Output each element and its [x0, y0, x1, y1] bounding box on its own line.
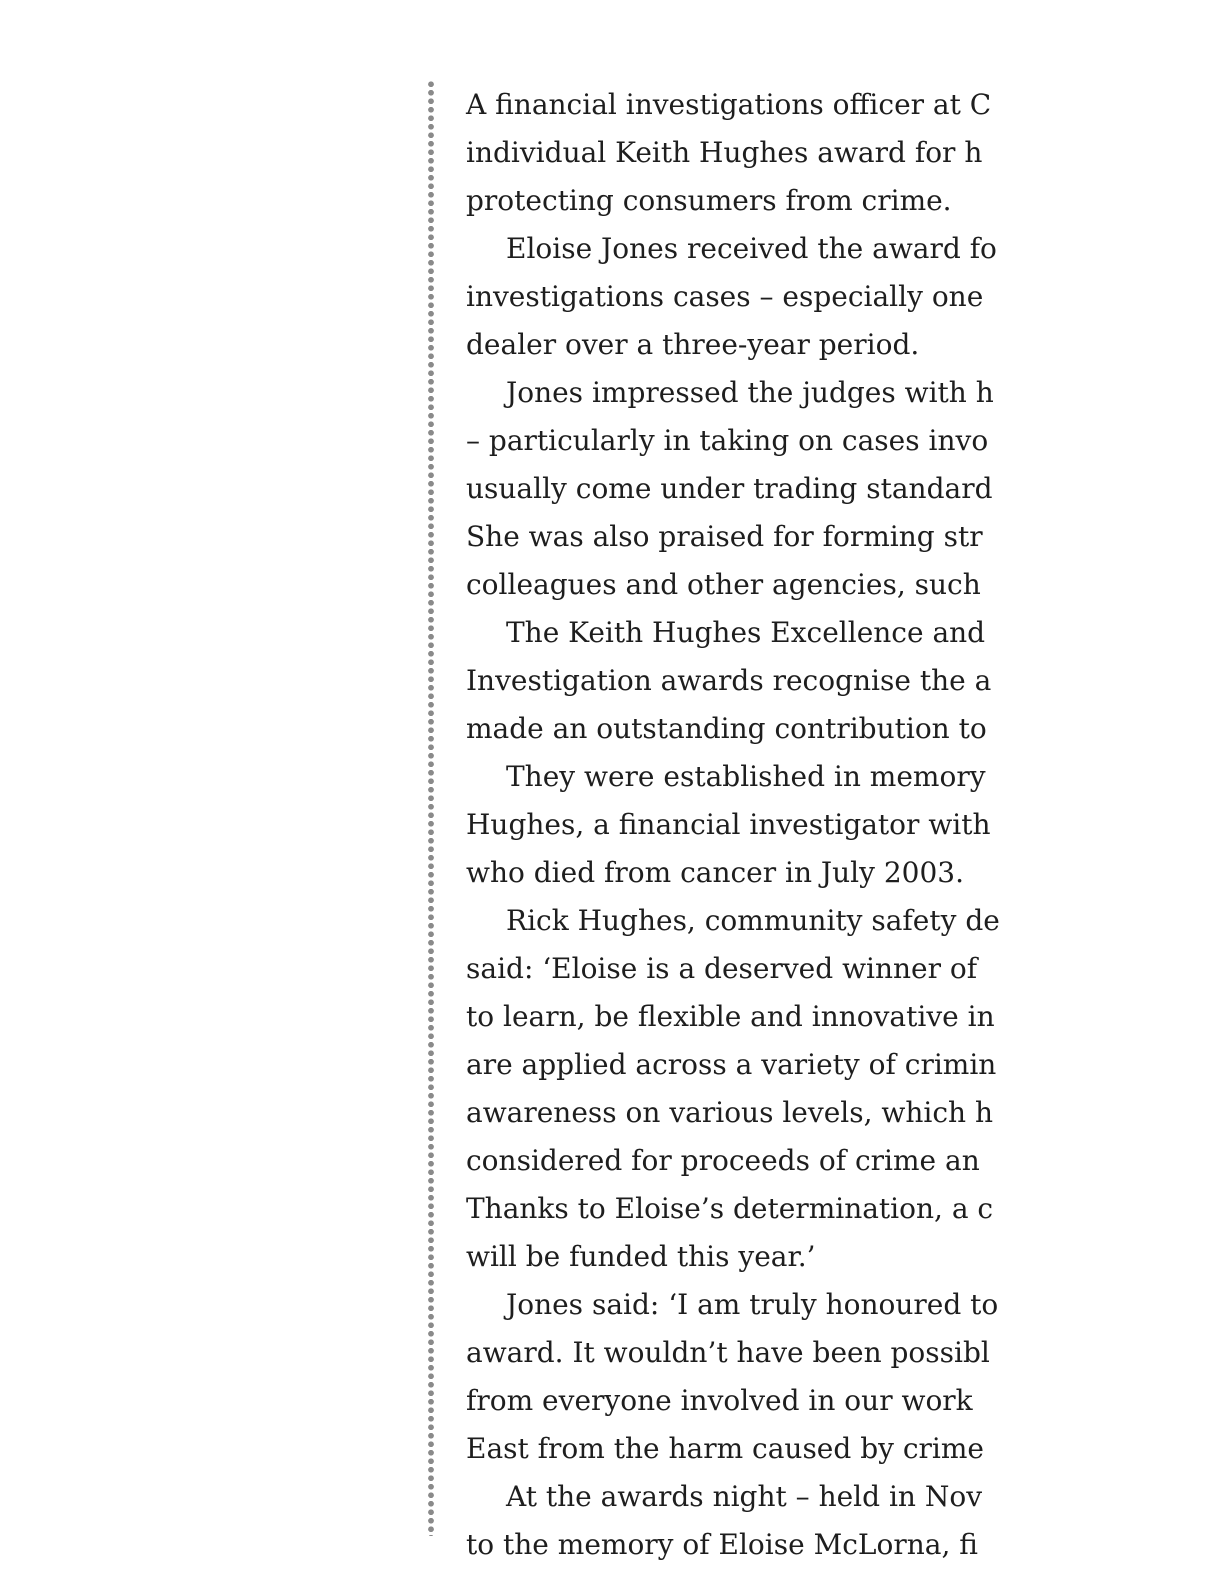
text-line: Thanks to Eloise’s determination, a c [466, 1192, 994, 1225]
text-line: said: ‘Eloise is a deserved winner of [466, 952, 978, 985]
text-line: She was also praised for forming str [466, 520, 983, 553]
text-line: Rick Hughes, community safety de [506, 904, 1000, 937]
text-line: Eloise Jones received the award fo [506, 232, 997, 265]
paragraph [466, 753, 1226, 897]
dotted-column-rule [427, 80, 435, 1536]
text-line: to learn, be flexible and innovative in [466, 1000, 995, 1033]
text-line: to the memory of Eloise McLorna, fi [466, 1528, 978, 1561]
text-line: Hughes, a financial investigator with [466, 808, 991, 841]
text-line: Jones said: ‘I am truly honoured to [506, 1288, 999, 1321]
paragraph [466, 81, 1226, 225]
text-line: colleagues and other agencies, such [466, 568, 981, 601]
text-line: awareness on various levels, which h [466, 1096, 993, 1129]
text-line: – particularly in taking on cases invo [466, 424, 989, 457]
text-line: who died from cancer in July 2003. [466, 856, 965, 889]
text-line: They were established in memory [506, 760, 986, 793]
paragraph [466, 1281, 1226, 1473]
text-line: considered for proceeds of crime an [466, 1144, 980, 1177]
text-line: At the awards night – held in Nov [506, 1480, 983, 1513]
text-line: dealer over a three-year period. [466, 328, 920, 361]
paragraph [466, 1473, 1226, 1569]
text-line: made an outstanding contribution to [466, 712, 987, 745]
text-line: from everyone involved in our work [466, 1384, 973, 1417]
paragraph [466, 369, 1226, 609]
text-line: Investigation awards recognise the a [466, 664, 992, 697]
text-line: award. It wouldn’t have been possibl [466, 1336, 990, 1369]
article-body [466, 81, 1226, 1569]
paragraph [466, 897, 1226, 1281]
text-line: usually come under trading standard [466, 472, 993, 505]
text-line: The Keith Hughes Excellence and [506, 616, 986, 649]
paragraph [466, 609, 1226, 753]
text-line: East from the harm caused by crime [466, 1432, 984, 1465]
text-line: Jones impressed the judges with h [506, 376, 994, 409]
text-line: are applied across a variety of crimin [466, 1048, 997, 1081]
text-line: protecting consumers from crime. [466, 184, 952, 217]
text-line: A financial investigations officer at C [466, 88, 992, 121]
text-line: will be funded this year.’ [466, 1240, 816, 1273]
text-line: individual Keith Hughes award for h [466, 136, 983, 169]
text-line: investigations cases – especially one [466, 280, 984, 313]
paragraph [466, 225, 1226, 369]
